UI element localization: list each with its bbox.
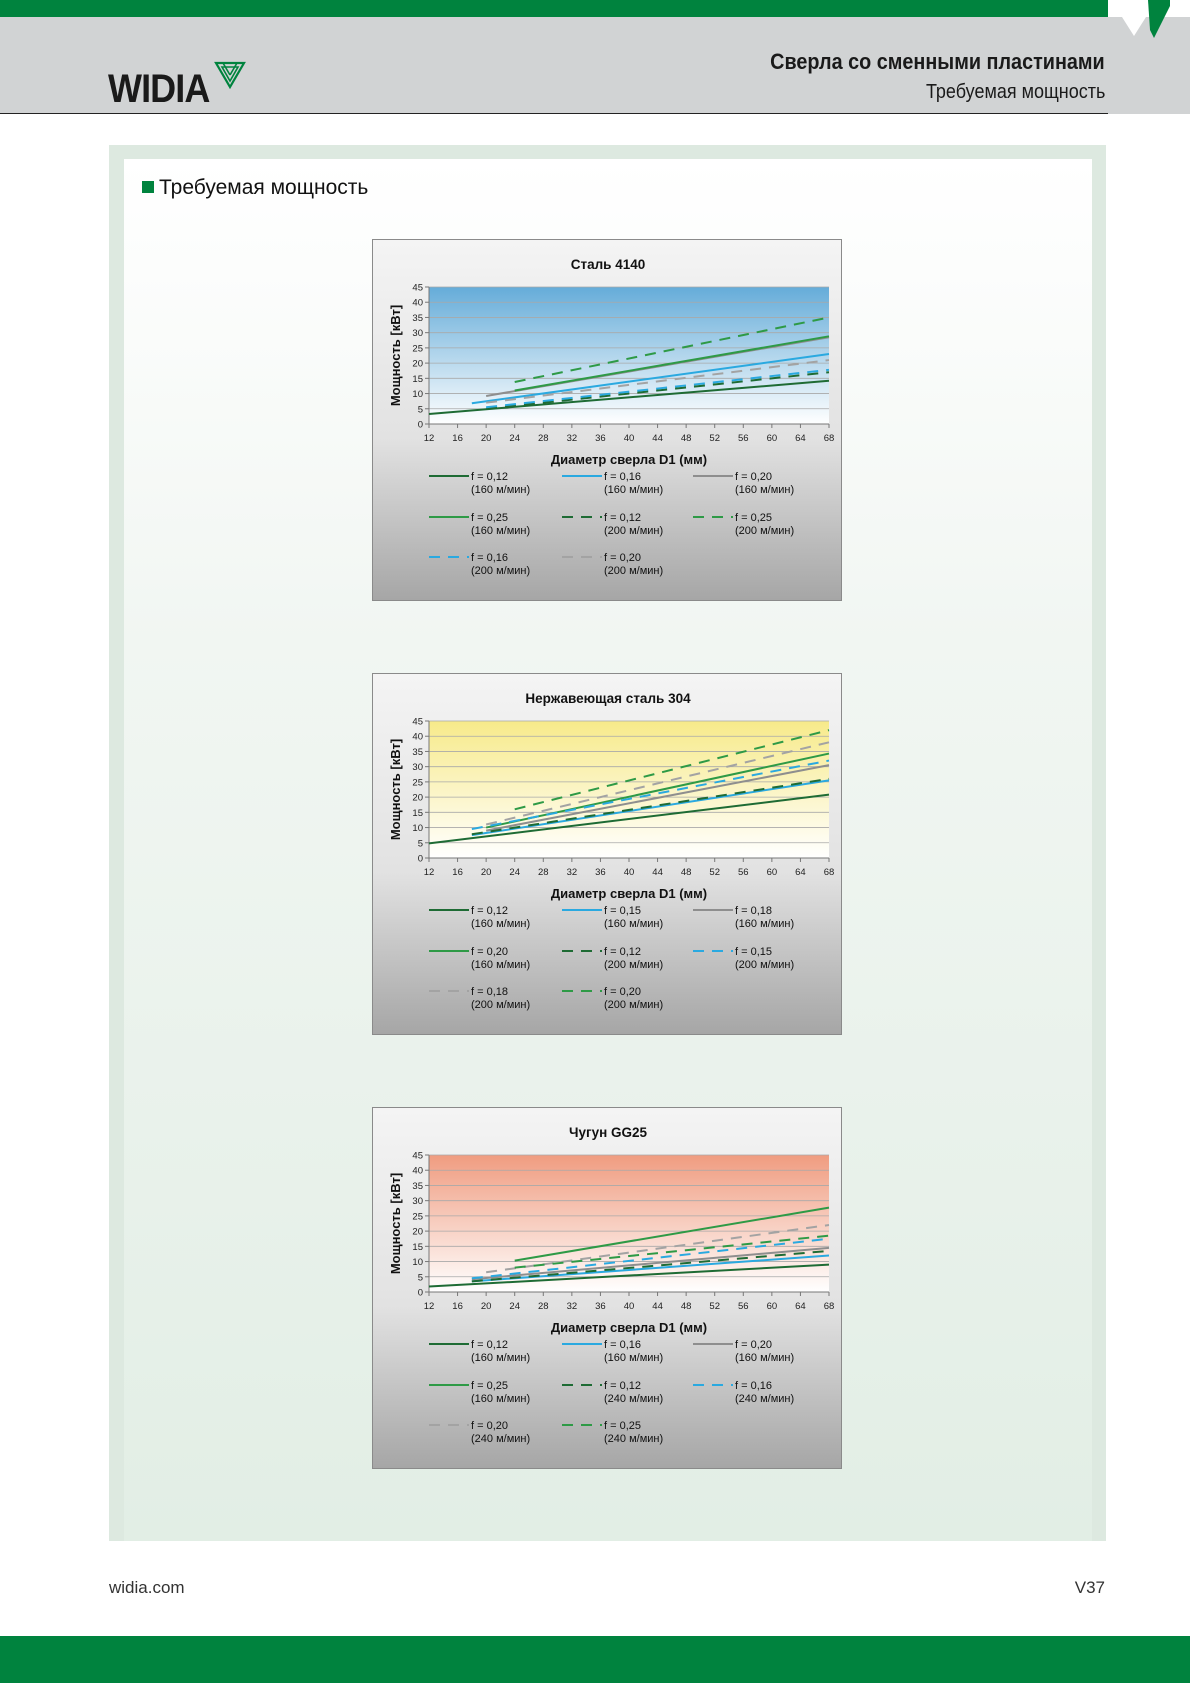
legend-sublabel: (160 м/мин) (604, 918, 664, 930)
x-tick-label: 52 (709, 867, 721, 878)
legend-label: f = 0,25 (471, 512, 509, 524)
footer-website-link[interactable]: widia.com (109, 1578, 185, 1597)
y-axis-label: Мощность [кВт] (388, 1172, 403, 1275)
legend-sublabel: (160 м/мин) (471, 484, 531, 496)
legend-label: f = 0,25 (604, 1420, 642, 1432)
legend-sublabel: (160 м/мин) (471, 959, 531, 971)
y-tick-label: 0 (417, 1287, 423, 1299)
legend-sublabel: (240 м/мин) (735, 1393, 795, 1405)
legend-label: f = 0,18 (735, 905, 773, 917)
legend-sublabel: (160 м/мин) (471, 1393, 531, 1405)
y-tick-label: 30 (412, 762, 423, 774)
y-tick-label: 20 (412, 792, 423, 804)
y-axis-label: Мощность [кВт] (388, 738, 403, 841)
y-tick-label: 5 (417, 1272, 423, 1284)
y-tick-label: 10 (412, 389, 423, 401)
legend-label: f = 0,15 (604, 905, 642, 917)
x-tick-label: 48 (680, 867, 692, 878)
x-axis-label: Диаметр сверла D1 (мм) (550, 886, 708, 901)
x-tick-label: 44 (652, 867, 663, 878)
x-tick-label: 28 (537, 1301, 549, 1312)
legend-label: f = 0,20 (471, 1420, 509, 1432)
plot-area (429, 287, 829, 424)
header-corner-notch (1108, 0, 1190, 114)
x-axis-label: Диаметр сверла D1 (мм) (550, 452, 708, 467)
bottom-brand-bar (0, 1636, 1190, 1683)
y-tick-label: 35 (412, 746, 423, 758)
x-tick-label: 68 (823, 433, 835, 444)
legend-label: f = 0,16 (471, 552, 509, 564)
legend-sublabel: (240 м/мин) (604, 1393, 664, 1405)
y-tick-label: 30 (412, 1196, 423, 1208)
y-tick-label: 20 (412, 1226, 423, 1238)
brand-wordmark: WIDIA (108, 67, 210, 111)
legend-sublabel: (240 м/мин) (604, 1433, 664, 1445)
x-tick-label: 52 (709, 433, 721, 444)
y-tick-label: 0 (417, 853, 423, 865)
legend-sublabel: (160 м/мин) (604, 1352, 664, 1364)
y-tick-label: 35 (412, 312, 423, 324)
x-tick-label: 56 (737, 433, 749, 444)
legend-label: f = 0,16 (604, 471, 642, 483)
x-tick-label: 48 (680, 1301, 692, 1312)
x-tick-label: 12 (423, 867, 435, 878)
x-tick-label: 36 (595, 867, 606, 878)
y-tick-label: 15 (412, 807, 423, 819)
legend-label: f = 0,15 (735, 946, 773, 958)
chart-cast-iron-gg25 (372, 1107, 842, 1469)
legend-sublabel: (160 м/мин) (471, 1352, 531, 1364)
legend-label: f = 0,12 (471, 471, 509, 483)
x-tick-label: 68 (823, 1301, 835, 1312)
legend-label: f = 0,25 (471, 1380, 509, 1392)
x-tick-label: 12 (423, 1301, 435, 1312)
y-tick-label: 40 (412, 1165, 423, 1177)
triangle-logo-icon (214, 61, 250, 89)
y-tick-label: 5 (417, 838, 423, 850)
legend-sublabel: (160 м/мин) (735, 484, 795, 496)
y-tick-label: 15 (412, 1241, 423, 1253)
y-tick-label: 40 (412, 297, 423, 309)
document-subtitle: Требуемая мощность (925, 81, 1105, 103)
y-tick-label: 10 (412, 823, 423, 835)
legend-label: f = 0,20 (735, 471, 773, 483)
x-tick-label: 28 (537, 867, 549, 878)
x-tick-label: 24 (509, 433, 521, 444)
x-tick-label: 24 (509, 1301, 521, 1312)
legend-sublabel: (200 м/мин) (604, 999, 664, 1011)
x-tick-label: 60 (766, 1301, 778, 1312)
x-tick-label: 60 (766, 867, 778, 878)
section-heading (142, 176, 368, 200)
top-brand-bar (0, 0, 1190, 17)
chart-title: Чугун GG25 (568, 1125, 648, 1140)
x-tick-label: 20 (480, 433, 492, 444)
y-tick-label: 15 (412, 373, 423, 385)
page-number: V37 (1074, 1578, 1105, 1597)
y-tick-label: 10 (412, 1257, 423, 1269)
x-tick-label: 28 (537, 433, 549, 444)
chart-stainless-304 (372, 673, 842, 1035)
x-tick-label: 64 (795, 1301, 806, 1312)
chart-svg (373, 674, 843, 1036)
legend-sublabel: (200 м/мин) (735, 525, 795, 537)
legend-label: f = 0,16 (604, 1339, 642, 1351)
x-tick-label: 68 (823, 867, 835, 878)
legend-sublabel: (160 м/мин) (471, 525, 531, 537)
legend-sublabel: (160 м/мин) (735, 918, 795, 930)
y-tick-label: 0 (417, 419, 423, 431)
legend-sublabel: (200 м/мин) (471, 999, 531, 1011)
y-tick-label: 40 (412, 731, 423, 743)
x-tick-label: 20 (480, 867, 492, 878)
y-tick-label: 45 (412, 1150, 423, 1162)
x-tick-label: 12 (423, 433, 435, 444)
legend-sublabel: (200 м/мин) (604, 525, 664, 537)
x-axis-label: Диаметр сверла D1 (мм) (550, 1320, 708, 1335)
chart-title: Сталь 4140 (570, 257, 646, 272)
chart-svg (373, 1108, 843, 1470)
x-tick-label: 52 (709, 1301, 721, 1312)
chart-title: Нержавеющая сталь 304 (525, 691, 691, 706)
legend-sublabel: (160 м/мин) (604, 484, 664, 496)
legend-sublabel: (200 м/мин) (604, 565, 664, 577)
x-tick-label: 40 (623, 867, 635, 878)
chart-steel-4140 (372, 239, 842, 601)
legend-label: f = 0,20 (471, 946, 509, 958)
legend-label: f = 0,25 (735, 512, 773, 524)
y-tick-label: 45 (412, 716, 423, 728)
x-tick-label: 24 (509, 867, 521, 878)
x-tick-label: 32 (566, 867, 578, 878)
legend-label: f = 0,20 (735, 1339, 773, 1351)
x-tick-label: 36 (595, 1301, 606, 1312)
legend-label: f = 0,12 (604, 1380, 642, 1392)
x-tick-label: 16 (452, 1301, 463, 1312)
x-tick-label: 44 (652, 1301, 663, 1312)
widia-logo[interactable] (108, 61, 254, 113)
y-tick-label: 5 (417, 404, 423, 416)
x-tick-label: 56 (737, 1301, 749, 1312)
x-tick-label: 16 (452, 433, 463, 444)
x-tick-label: 32 (566, 433, 578, 444)
legend-label: f = 0,16 (735, 1380, 773, 1392)
x-tick-label: 20 (480, 1301, 492, 1312)
y-tick-label: 25 (412, 1211, 423, 1223)
x-tick-label: 64 (795, 867, 806, 878)
x-tick-label: 56 (737, 867, 749, 878)
y-tick-label: 25 (412, 777, 423, 789)
legend-sublabel: (160 м/мин) (735, 1352, 795, 1364)
x-tick-label: 36 (595, 433, 606, 444)
legend-label: f = 0,12 (471, 1339, 509, 1351)
x-tick-label: 32 (566, 1301, 578, 1312)
y-tick-label: 30 (412, 328, 423, 340)
legend-label: f = 0,20 (604, 986, 642, 998)
y-tick-label: 45 (412, 282, 423, 294)
chart-svg (373, 240, 843, 602)
legend-sublabel: (200 м/мин) (604, 959, 664, 971)
x-tick-label: 64 (795, 433, 806, 444)
legend-sublabel: (240 м/мин) (471, 1433, 531, 1445)
y-tick-label: 20 (412, 358, 423, 370)
y-tick-label: 35 (412, 1180, 423, 1192)
legend-label: f = 0,12 (604, 946, 642, 958)
bullet-square-icon (142, 181, 154, 193)
x-tick-label: 48 (680, 433, 692, 444)
legend-sublabel: (200 м/мин) (471, 565, 531, 577)
legend-label: f = 0,12 (604, 512, 642, 524)
page-header (0, 17, 1190, 114)
legend-sublabel: (200 м/мин) (735, 959, 795, 971)
x-tick-label: 60 (766, 433, 778, 444)
x-tick-label: 40 (623, 1301, 635, 1312)
section-heading-text: Требуемая мощность (159, 176, 369, 199)
x-tick-label: 16 (452, 867, 463, 878)
legend-label: f = 0,12 (471, 905, 509, 917)
document-title: Сверла со сменными пластинами (770, 49, 1105, 74)
y-axis-label: Мощность [кВт] (388, 304, 403, 407)
legend-sublabel: (160 м/мин) (471, 918, 531, 930)
x-tick-label: 44 (652, 433, 663, 444)
x-tick-label: 40 (623, 433, 635, 444)
y-tick-label: 25 (412, 343, 423, 355)
legend-label: f = 0,18 (471, 986, 509, 998)
legend-label: f = 0,20 (604, 552, 642, 564)
